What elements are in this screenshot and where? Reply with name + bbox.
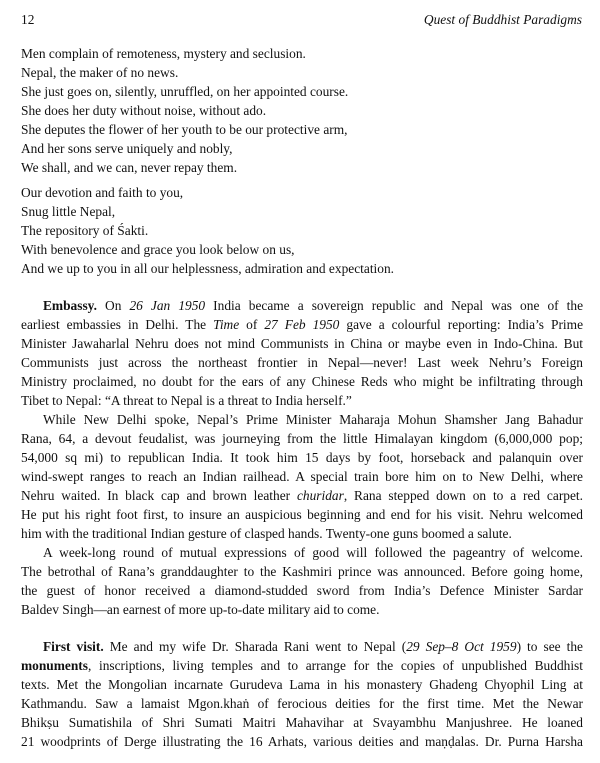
date-run: 29 Sep–8 Oct 1959	[406, 639, 517, 654]
poem-line: She does her duty without noise, without ado.	[21, 103, 267, 118]
embassy-line: him with the traditional Indian gesture of clasped hands. Twenty-one guns boomed a salute.	[21, 526, 512, 541]
date-run: 26 Jan 1950	[129, 298, 206, 313]
first-visit-line: 21 woodprints of Derge illustrating the 16 Arhats, various deities and maṇḍalas. Dr. Purna Harsha	[21, 734, 583, 749]
embassy-line: 54,000 sq mi) to republican India. It took him 15 days by foot, horseback and palanquin over	[21, 450, 583, 465]
bold-term: monuments	[21, 658, 88, 673]
first-visit-line: texts. Met the Mongolian incarnate Gurudeva Lama in his monastery Ghadeng Chyophil Ling at	[21, 677, 583, 692]
text-run: Me and my wife Dr. Sharada Rani went to Nepal (	[103, 639, 407, 654]
embassy-heading: Embassy.	[43, 298, 97, 313]
first-visit-heading: First visit.	[43, 639, 104, 654]
publication-title: Time	[213, 317, 240, 332]
text-run: gave a colourful reporting: India’s Prime	[339, 317, 583, 332]
poem-line: Men complain of remoteness, mystery and seclusion.	[21, 46, 306, 61]
first-visit-line	[21, 656, 583, 675]
embassy-line	[21, 296, 583, 315]
embassy-line: Tibet to Nepal: “A threat to Nepal is a threat to India herself.”	[21, 393, 352, 408]
text-run: Nehru waited. In black cap and brown leather	[21, 488, 297, 503]
text-run: , inscriptions, living temples and to arrange for the copies of unpublished Buddhist	[87, 658, 583, 673]
italic-term: churidar	[296, 488, 344, 503]
first-visit-line	[21, 637, 583, 656]
embassy-line: Rana, 64, a devout feudalist, was journeying from the little Himalayan kingdom (6,000,000 pop;	[21, 431, 583, 446]
poem-line: And her sons serve uniquely and nobly,	[21, 141, 233, 156]
poem-line: The repository of Śakti.	[21, 223, 149, 238]
embassy-line	[21, 315, 583, 334]
embassy-line: Baldev Singh—an earnest of more up-to-date military aid to come.	[21, 602, 380, 617]
text-run: of	[239, 317, 265, 332]
poem-line: With benevolence and grace you look below on us,	[21, 242, 295, 257]
poem-line: And we up to you in all our helplessness, admiration and expectation.	[21, 261, 394, 276]
poem-line: Snug little Nepal,	[21, 204, 116, 219]
first-visit-line: Kathmandu. Saw a lamaist Mgon.khaṅ of ferocious deities for the first time. Met the Newar	[21, 696, 583, 711]
poem-line: Our devotion and faith to you,	[21, 185, 184, 200]
text-run: earliest embassies in Delhi. The	[21, 317, 214, 332]
text-run: ) to see the	[516, 639, 583, 654]
embassy-line: Ministry proclaimed, no doubt for the ears of any Chinese Reds who might be infiltrating through	[21, 374, 583, 389]
embassy-line: Minister Jawaharlal Nehru does not mind Communists in China or maybe even in Indo-China. But	[21, 336, 583, 351]
embassy-line: A week-long round of mutual expressions of good will followed the pageantry of welcome.	[43, 545, 583, 560]
embassy-line	[21, 486, 583, 505]
page-header	[21, 12, 582, 30]
poem-line: We shall, and we can, never repay them.	[21, 160, 238, 175]
poem-line: She deputes the flower of her youth to be our protective arm,	[21, 122, 348, 137]
text-run: , Rana stepped down on to a red carpet.	[343, 488, 583, 503]
poem-line: She just goes on, silently, unruffled, on her appointed course.	[21, 84, 349, 99]
page-number: 12	[21, 12, 35, 27]
embassy-line: While New Delhi spoke, Nepal’s Prime Minister Maharaja Mohun Shamsher Jang Bahadur	[43, 412, 583, 427]
poem-line: Nepal, the maker of no news.	[21, 65, 179, 80]
date-run: 27 Feb 1950	[264, 317, 340, 332]
embassy-line: He put his right foot first, to insure an auspicious beginning and end for his visit. Nehru welcomed	[21, 507, 583, 522]
embassy-line: the guest of honor received a diamond-studded sword from India’s Defence Minister Sardar	[21, 583, 583, 598]
running-title: Quest of Buddhist Paradigms	[423, 12, 582, 27]
first-visit-line: Bhikṣu Sumatishila of Shri Sumati Maitri Mahavihar at Svayambhu Manjushree. He loaned	[21, 715, 583, 730]
text-run: On	[96, 298, 130, 313]
embassy-line: The betrothal of Rana’s granddaughter to the Kashmiri prince was announced. Before going home,	[21, 564, 583, 579]
text-run: India became a sovereign republic and Nepal was one of the	[205, 298, 583, 313]
embassy-line: Communists just across the northeast frontier in Nepal—never! Last week Nehru’s Foreign	[21, 355, 583, 370]
embassy-line: wind-swept ranges to reach an Indian railhead. A special train bore him on to New Delhi, where	[21, 469, 583, 484]
